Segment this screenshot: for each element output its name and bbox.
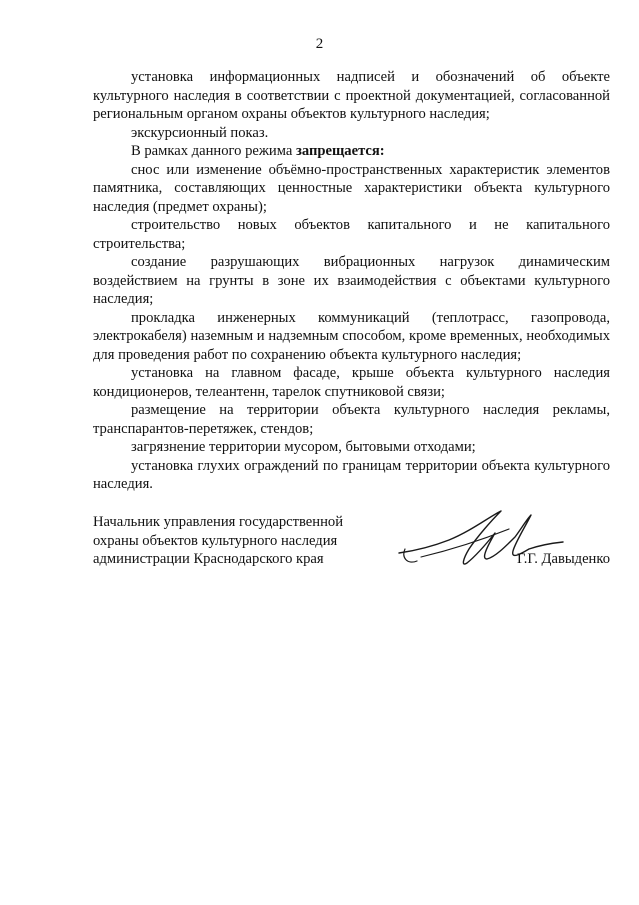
paragraph: загрязнение территории мусором, бытовыми отходами;	[131, 439, 476, 455]
signatory-title-line: охраны объектов культурного наследия	[93, 532, 338, 549]
signatory-title-line: администрации Краснодарского края	[93, 551, 324, 567]
document-body	[93, 68, 610, 494]
signatory-title-line: Начальник управления государственной	[93, 514, 344, 530]
paragraph: установка информационных надписей и обозначений об объекте культурного наследия в соответствии с проектной документацией, согласованной региональным органом охраны объектов культурного наследия;	[93, 69, 610, 122]
page-number: 2	[315, 36, 324, 52]
signature-block	[93, 513, 610, 573]
paragraph: установка на главном фасаде, крыше объекта культурного наследия кондиционеров, телеантенн, тарелок спутниковой связи;	[93, 365, 610, 400]
signatory-name: Г.Г. Давыденко	[516, 551, 610, 567]
paragraph: размещение на территории объекта культурного наследия рекламы, транспарантов-перетяжек, стендов;	[93, 402, 610, 437]
paragraph: строительство новых объектов капитального и не капитального строительства;	[93, 217, 610, 252]
paragraph: экскурсионный показ.	[131, 124, 269, 141]
paragraph: установка глухих ограждений по границам территории объекта культурного наследия.	[93, 457, 610, 492]
paragraph: создание разрушающих вибрационных нагрузок динамическим воздействием на грунты в зоне их взаимодействия с объектами культурного наследия;	[93, 254, 610, 307]
regime-intro: В рамках данного режима	[131, 143, 296, 159]
signatory-title	[93, 513, 343, 569]
regime-prohibited: запрещается:	[296, 143, 385, 159]
paragraph: снос или изменение объёмно-пространственных характеристик элементов памятника, составляющих ценностные характеристики объекта культурного наследия (предмет охраны);	[93, 161, 610, 215]
regime-heading	[93, 142, 610, 161]
paragraph: прокладка инженерных коммуникаций (теплотрасс, газопровода, электрокабеля) наземным и надземным способом, кроме временных, необходимых для проведения работ по сохранению объекта культурного наследия;	[93, 309, 610, 363]
